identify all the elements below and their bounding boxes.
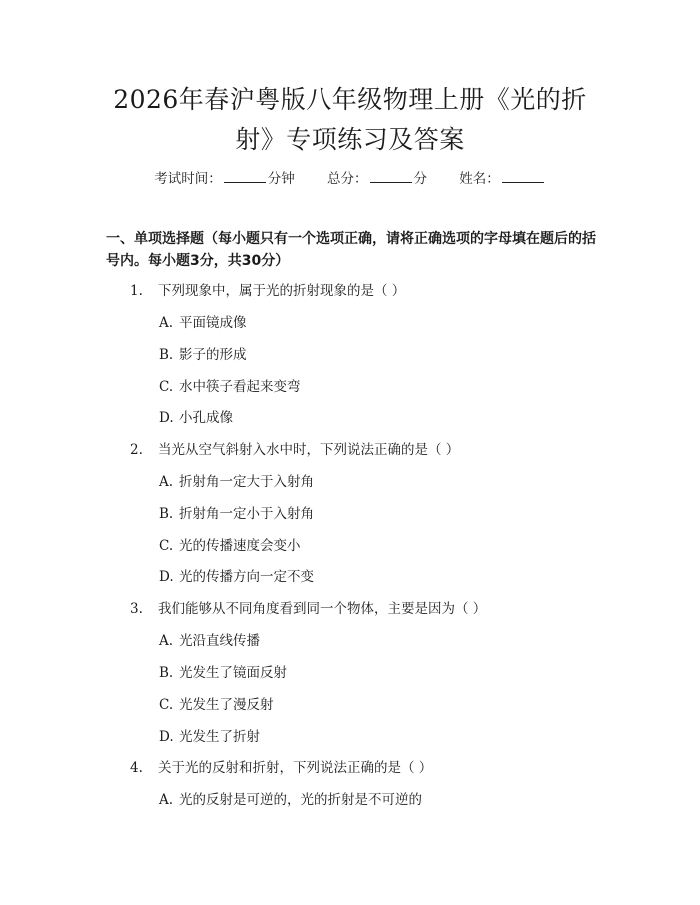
question-option (159, 727, 260, 747)
option-text: 光的传播方向一定不变 (179, 569, 314, 585)
question-text: 下列现象中，属于光的折射现象的是（ ） (158, 283, 406, 299)
option-letter: C. (159, 379, 174, 395)
option-letter: C. (159, 697, 174, 713)
exam-name-blank (502, 168, 544, 183)
exam-name (459, 168, 546, 189)
question (130, 758, 432, 778)
question-number: 1. (130, 283, 143, 299)
question-text: 关于光的反射和折射，下列说法正确的是（ ） (158, 760, 433, 776)
option-text: 光沿直线传播 (179, 633, 260, 649)
question-option (159, 536, 301, 556)
option-letter: B. (159, 506, 174, 522)
option-letter: D. (159, 569, 174, 585)
question-option (159, 313, 247, 333)
option-text: 光发生了镜面反射 (179, 665, 287, 681)
option-letter: A. (159, 474, 174, 490)
question (130, 599, 486, 619)
option-text: 光的反射是可逆的，光的折射是不可逆的 (179, 792, 422, 808)
question-text: 当光从空气斜射入水中时，下列说法正确的是（ ） (158, 442, 460, 458)
question-option (159, 695, 274, 715)
question-option (159, 408, 233, 428)
option-text: 影子的形成 (179, 347, 247, 363)
option-text: 光的传播速度会变小 (179, 538, 301, 554)
exam-time-unit: 分钟 (267, 171, 295, 187)
exam-time (154, 168, 295, 189)
question (130, 281, 405, 301)
option-text: 光发生了漫反射 (179, 697, 274, 713)
question-text: 我们能够从不同角度看到同一个物体，主要是因为（ ） (158, 601, 487, 617)
question-option (159, 790, 422, 810)
question-option (159, 472, 314, 492)
option-text: 平面镜成像 (179, 315, 247, 331)
option-letter: D. (159, 410, 174, 426)
option-letter: D. (159, 729, 174, 745)
option-letter: A. (159, 315, 174, 331)
question-number: 2. (130, 442, 143, 458)
exam-time-label: 考试时间： (154, 171, 222, 187)
question-option (159, 631, 260, 651)
exam-score-blank (370, 168, 412, 183)
exam-score-label: 总分： (327, 171, 368, 187)
option-text: 小孔成像 (179, 410, 233, 426)
question-number: 4. (130, 760, 143, 776)
exam-name-label: 姓名： (459, 171, 500, 187)
document-title: 2026年春沪粤版八年级物理上册《光的折射》专项练习及答案 (113, 85, 587, 154)
option-text: 光发生了折射 (179, 729, 260, 745)
option-text: 折射角一定大于入射角 (179, 474, 314, 490)
question-option (159, 345, 247, 365)
question-option (159, 663, 287, 683)
question-option (159, 567, 314, 587)
question-number: 3. (130, 601, 143, 617)
option-letter: B. (159, 347, 174, 363)
option-letter: A. (159, 792, 174, 808)
question (130, 440, 459, 460)
option-letter: A. (159, 633, 174, 649)
option-text: 折射角一定小于入射角 (179, 506, 314, 522)
option-letter: B. (159, 665, 174, 681)
exam-time-blank (224, 168, 266, 183)
exam-meta (0, 168, 700, 189)
exam-score-unit: 分 (413, 171, 427, 187)
section-heading: 一、单项选择题（每小题只有一个选项正确，请将正确选项的字母填在题后的括号内。每小题3分，共30分） (106, 231, 596, 269)
option-text: 水中筷子看起来变弯 (179, 379, 301, 395)
option-letter: C. (159, 538, 174, 554)
question-option (159, 504, 314, 524)
question-option (159, 377, 301, 397)
exam-score (327, 168, 427, 189)
